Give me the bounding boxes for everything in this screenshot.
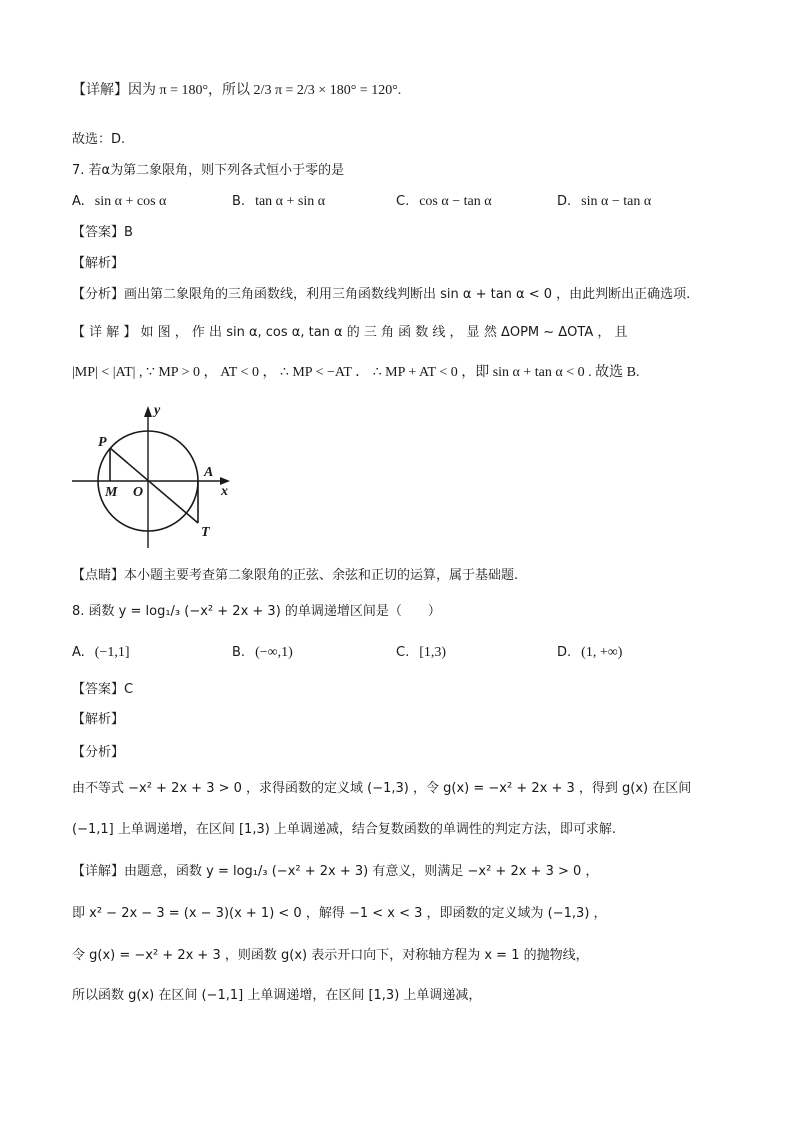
option-b: B. tan α + sin α	[232, 194, 326, 209]
option-d: D. sin α − tan α	[557, 194, 652, 209]
y-axis-arrow	[144, 406, 152, 417]
label-p: P	[98, 435, 107, 450]
terminal-side	[110, 448, 198, 523]
label-t: T	[201, 525, 210, 540]
detail-line-3: 令 g(x) = −x² + 2x + 3 ，则函数 g(x) 表示开口向下，对称轴方程为 x = 1 的抛物线，	[72, 948, 589, 963]
option-d: D. (1, +∞)	[557, 645, 623, 660]
answer-line: 【答案】C	[72, 682, 134, 697]
option-a: A. (−1,1]	[72, 645, 130, 660]
solution-line-pi: 【详解】因为 π = 180°，所以 2/3 π = 2/3 × 180° = 120°.	[72, 83, 402, 98]
option-a: A. sin α + cos α	[72, 194, 167, 209]
question-8-stem: 8. 函数 y = log₁/₃ (−x² + 2x + 3) 的单调递增区间是（ ）	[72, 604, 441, 619]
detail-line-1: 【详解】由题意，函数 y = log₁/₃ (−x² + 2x + 3) 有意义，则满足 −x² + 2x + 3 > 0 ，	[72, 864, 599, 879]
option-c: C. [1,3)	[396, 645, 447, 660]
answer-line: 【答案】B	[72, 225, 133, 240]
analysis-heading: 【解析】	[72, 712, 125, 727]
analysis-heading-2: 【分析】	[72, 745, 125, 760]
label-y: y	[154, 403, 161, 418]
analysis-line-2: (−1,1] 上单调递增，在区间 [1,3) 上单调递减，结合复数函数的单调性的判定方法，即可求解.	[72, 822, 617, 837]
option-c: C. cos α − tan α	[396, 194, 492, 209]
label-x: x	[221, 484, 228, 499]
detail-line-4: 所以函数 g(x) 在区间 (−1,1] 上单调递增，在区间 [1,3) 上单调递减，	[72, 988, 482, 1003]
analysis-heading: 【解析】	[72, 256, 125, 271]
detail-line-2: |MP| < |AT| , ∵ MP > 0 ， AT < 0 ， ∴ MP < −AT ． ∴ MP + AT < 0 ，即 sin α + tan α < 0 . 故选 B.	[72, 365, 640, 380]
analysis-line: 【分析】画出第二象限角的三角函数线，利用三角函数线判断出 sin α + tan α < 0 ，由此判断出正确选项.	[72, 287, 691, 302]
label-m: M	[105, 485, 118, 500]
answer-choice-line: 故选：D.	[72, 132, 126, 147]
label-o: O	[133, 485, 144, 500]
detail-line-1: 【 详 解 】 如 图 ， 作 出 sin α, cos α, tan α 的 三 角 函 数 线 ， 显 然 ΔOPM ~ ΔOTA ， 且	[72, 325, 628, 340]
question-7-stem: 7. 若α为第二象限角，则下列各式恒小于零的是	[72, 163, 345, 178]
detail-line-2: 即 x² − 2x − 3 = (x − 3)(x + 1) < 0 ，解得 −1 < x < 3 ，即函数的定义域为 (−1,3) ，	[72, 906, 607, 921]
label-a: A	[204, 465, 214, 480]
comment-line: 【点睛】本小题主要考查第二象限角的正弦、余弦和正切的运算，属于基础题.	[72, 568, 519, 583]
trig-unit-circle-figure	[62, 398, 242, 553]
analysis-line-1: 由不等式 −x² + 2x + 3 > 0 ，求得函数的定义域 (−1,3) ，令 g(x) = −x² + 2x + 3 ，得到 g(x) 在区间	[72, 781, 692, 796]
option-b: B. (−∞,1)	[232, 645, 293, 660]
